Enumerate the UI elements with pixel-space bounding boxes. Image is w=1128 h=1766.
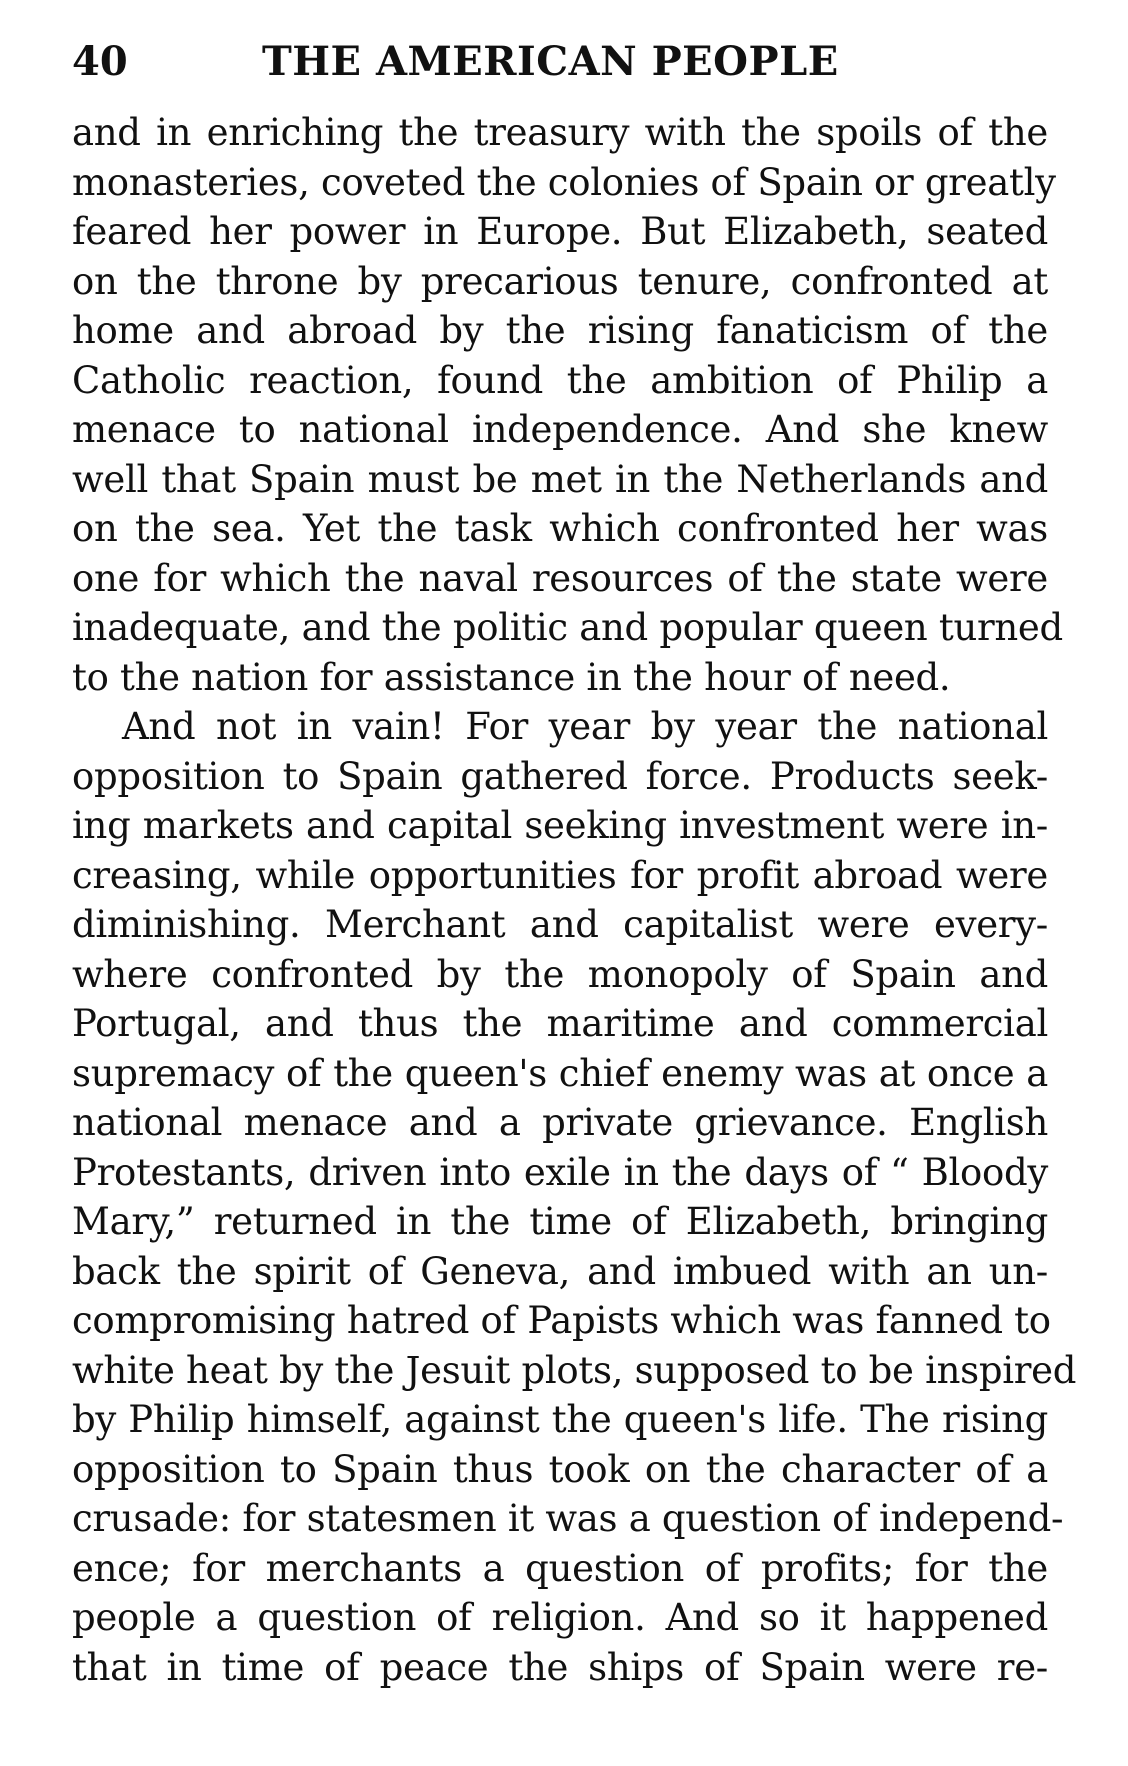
paragraph-2 [72,702,1077,1692]
text-line: Portugal, and thus the maritime and commercial [72,1002,1048,1045]
text-line: on the throne by precarious tenure, confronted at [72,259,1048,303]
text-line: home and abroad by the rising fanaticism of the [72,309,1048,352]
paragraph-1 [72,108,1063,702]
text-line: by Philip himself, against the queen's life. The rising [72,1398,1048,1441]
text-line: one for which the naval resources of the state were [72,556,1048,600]
text-line: Mary,” returned in the time of Elizabeth, bringing [72,1200,1048,1243]
text-line: opposition to Spain thus took on the character of a [72,1447,1048,1491]
text-line: that in time of peace the ships of Spain were re- [72,1645,1048,1689]
running-head [72,32,1052,92]
text-line: back the spirit of Geneva, and imbued with an un- [72,1249,1048,1293]
text-line: where confronted by the monopoly of Spain and [72,952,1048,996]
text-line: to the nation for assistance in the hour of need. [72,655,951,699]
text-line: creasing, while opportunities for profit abroad were [72,853,1048,897]
text-line: diminishing. Merchant and capitalist were every- [72,903,1048,946]
running-title: THE AMERICAN PEOPLE [262,38,839,85]
text-line: inadequate, and the politic and popular queen turned [72,606,1063,649]
text-line: white heat by the Jesuit plots, supposed to be inspired [72,1348,1077,1392]
text-line: monasteries, coveted the colonies of Spain or greatly [72,160,1056,204]
text-line: And not in vain! For year by year the national [122,705,1048,748]
text-line: menace to national independence. And she knew [72,408,1048,451]
text-line: well that Spain must be met in the Netherlands and [72,457,1048,501]
text-line: people a question of religion. And so it happened [72,1596,1048,1639]
text-line: compromising hatred of Papists which was fanned to [72,1299,1051,1342]
text-line: ing markets and capital seeking investment were in- [72,804,1048,847]
text-line: on the sea. Yet the task which confronted her was [72,507,1048,550]
text-line: supremacy of the queen's chief enemy was at once a [72,1051,1048,1095]
text-line: opposition to Spain gathered force. Products seek- [72,754,1048,798]
page-number: 40 [72,38,128,85]
text-line: national menace and a private grievance. English [72,1101,1048,1144]
text-line: Catholic reaction, found the ambition of Philip a [72,358,1048,402]
body-text [72,108,1077,1692]
text-line: feared her power in Europe. But Elizabeth, seated [72,210,1048,253]
text-line: and in enriching the treasury with the spoils of the [72,111,1048,154]
text-line: ence; for merchants a question of profits; for the [72,1546,1048,1590]
text-line: crusade: for statesmen it was a question of independ- [72,1497,1064,1540]
text-line: Protestants, driven into exile in the days of “ Bloody [72,1150,1048,1194]
